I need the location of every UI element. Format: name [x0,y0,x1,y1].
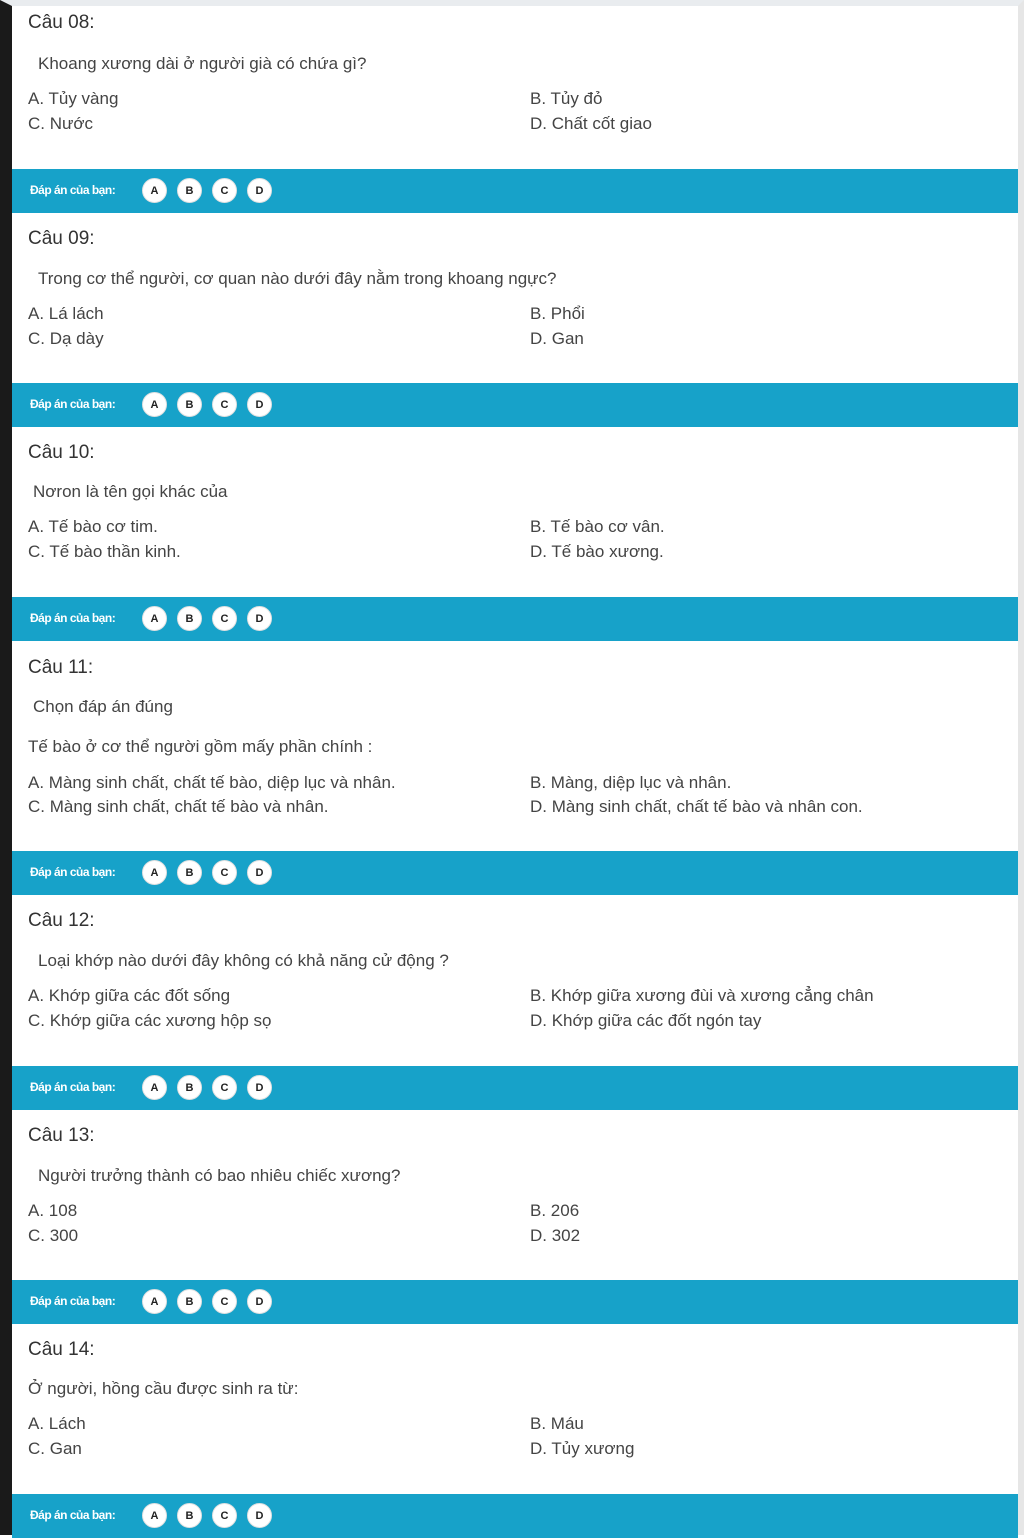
option-d[interactable]: D. Tủy xương [530,1439,635,1458]
option-d[interactable]: D. Gan [530,329,584,348]
choice-c-button[interactable]: C [212,1289,237,1314]
question-text: Loại khớp nào dưới đây không có khả năng cử động ? [38,951,449,970]
question-text: Nơron là tên gọi khác của [33,482,228,501]
choice-a-button[interactable]: A [142,860,167,885]
choice-b-button[interactable]: B [177,860,202,885]
option-b[interactable]: B. Khớp giữa xương đùi và xương cẳng chân [530,986,874,1005]
question-title: Câu 14: [28,1339,95,1360]
answer-bar [12,383,1018,427]
choice-c-button[interactable]: C [212,392,237,417]
choice-a-button[interactable]: A [142,606,167,631]
option-c[interactable]: C. Gan [28,1439,82,1458]
choice-a-button[interactable]: A [142,1503,167,1528]
choice-c-button[interactable]: C [212,606,237,631]
question-title: Câu 12: [28,910,95,931]
choice-b-button[interactable]: B [177,1289,202,1314]
choice-b-button[interactable]: B [177,1503,202,1528]
question-title: Câu 11: [28,657,94,678]
option-d[interactable]: D. 302 [530,1226,581,1245]
choice-a-button[interactable]: A [142,178,167,203]
answer-label: Đáp án của bạn: [30,1080,116,1094]
option-a[interactable]: A. Tế bào cơ tim. [28,517,158,536]
choice-a-button[interactable]: A [142,392,167,417]
option-a[interactable]: A. 108 [28,1201,78,1220]
option-a[interactable]: A. Màng sinh chất, chất tế bào, diệp lục và nhân. [28,773,396,792]
option-c[interactable]: C. Tế bào thần kinh. [28,542,181,561]
option-c[interactable]: C. Khớp giữa các xương hộp sọ [28,1011,272,1030]
answer-label: Đáp án của bạn: [30,183,116,197]
option-a[interactable]: A. Khớp giữa các đốt sống [28,986,231,1005]
question-text: Khoang xương dài ở người già có chứa gì? [38,54,367,73]
answer-label: Đáp án của bạn: [30,1294,116,1308]
answer-bar [12,597,1018,641]
answer-label: Đáp án của bạn: [30,611,116,625]
option-c[interactable]: C. 300 [28,1226,79,1245]
question-text: Trong cơ thể người, cơ quan nào dưới đây nằm trong khoang ngực? [38,269,557,288]
choice-d-button[interactable]: D [247,606,272,631]
question-text: Người trưởng thành có bao nhiêu chiếc xương? [38,1166,401,1185]
choice-a-button[interactable]: A [142,1289,167,1314]
question-text: Chọn đáp án đúng [33,697,173,716]
choice-c-button[interactable]: C [212,1503,237,1528]
option-b[interactable]: B. 206 [530,1201,580,1220]
answer-label: Đáp án của bạn: [30,865,116,879]
answer-bar [12,1494,1018,1538]
choice-c-button[interactable]: C [212,178,237,203]
question-title: Câu 09: [28,228,95,249]
choice-c-button[interactable]: C [212,860,237,885]
choice-b-button[interactable]: B [177,392,202,417]
choice-d-button[interactable]: D [247,1075,272,1100]
choice-b-button[interactable]: B [177,178,202,203]
choice-d-button[interactable]: D [247,860,272,885]
answer-bar [12,1280,1018,1324]
option-a[interactable]: A. Lách [28,1414,86,1433]
option-b[interactable]: B. Tủy đỏ [530,89,603,108]
question-text: Ở người, hồng cầu được sinh ra từ: [28,1379,299,1398]
choice-b-button[interactable]: B [177,1075,202,1100]
option-d[interactable]: D. Khớp giữa các đốt ngón tay [530,1011,762,1030]
answer-bar [12,1066,1018,1110]
option-b[interactable]: B. Màng, diệp lục và nhân. [530,773,732,792]
choice-a-button[interactable]: A [142,1075,167,1100]
choice-d-button[interactable]: D [247,1503,272,1528]
question-title: Câu 08: [28,12,95,33]
choice-b-button[interactable]: B [177,606,202,631]
option-c[interactable]: C. Màng sinh chất, chất tế bào và nhân. [28,797,329,816]
option-d[interactable]: D. Màng sinh chất, chất tế bào và nhân con. [530,797,863,816]
option-c[interactable]: C. Dạ dày [28,329,104,348]
answer-label: Đáp án của bạn: [30,397,116,411]
choice-d-button[interactable]: D [247,1289,272,1314]
option-b[interactable]: B. Phổi [530,304,585,323]
option-c[interactable]: C. Nước [28,114,94,133]
choice-d-button[interactable]: D [247,178,272,203]
option-d[interactable]: D. Tế bào xương. [530,542,664,561]
answer-bar [12,851,1018,895]
option-a[interactable]: A. Tủy vàng [28,89,119,108]
choice-d-button[interactable]: D [247,392,272,417]
question-title: Câu 10: [28,442,95,463]
option-d[interactable]: D. Chất cốt giao [530,114,652,133]
option-b[interactable]: B. Máu [530,1414,584,1433]
choice-c-button[interactable]: C [212,1075,237,1100]
option-b[interactable]: B. Tế bào cơ vân. [530,517,665,536]
answer-bar [12,169,1018,213]
question-title: Câu 13: [28,1125,95,1146]
answer-label: Đáp án của bạn: [30,1508,116,1522]
question-subtext: Tế bào ở cơ thể người gồm mấy phần chính : [28,737,373,756]
option-a[interactable]: A. Lá lách [28,304,104,323]
